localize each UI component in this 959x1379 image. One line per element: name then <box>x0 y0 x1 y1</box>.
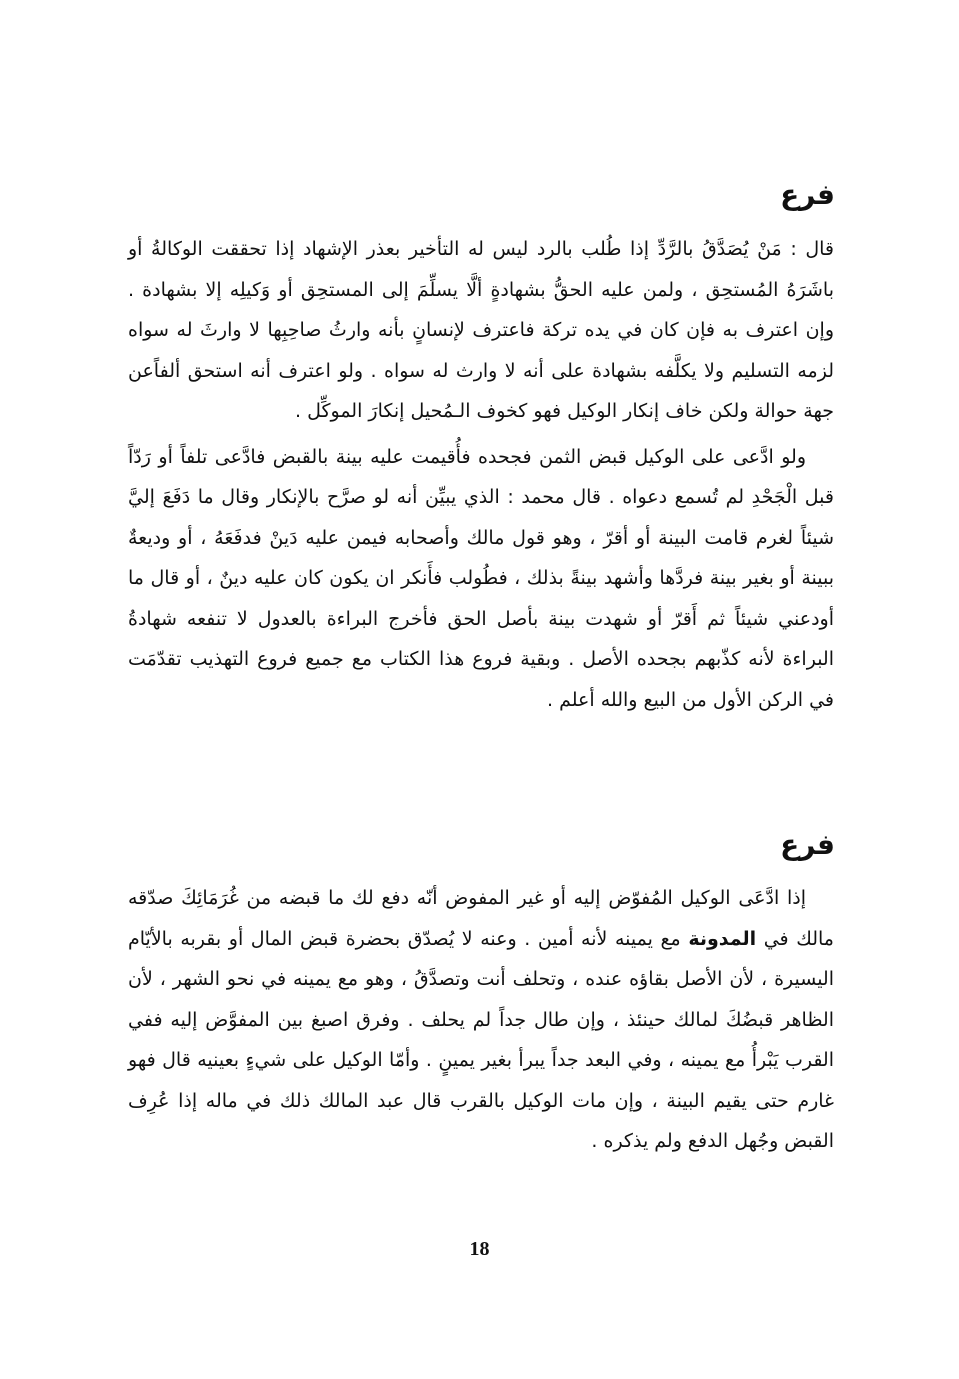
paragraph-3 <box>128 878 834 1162</box>
paragraph-3-text-b: مع يمينه لأنه أمين . وعنه لا يُصدّق بحضرة قبض المال أو بقربه بالأيّام اليسيرة ، لأن الأصل بقاؤه عنده ، وتحلف أنت وتصدَّقُ ، وهو مع يمينه في نحو الشهر ، لأن الظاهر قبضُكَ لمالك حينئذ ، وإن طال جداً لم يحلف . وفرق اصبغ بين المفوَّض إليه ففي القرب يَبْرأُ مع يمينه ، وفي البعد جداً يبرأ بغير يمينٍ . وأمّا الوكيل على شيءٍ بعينيه قال فهو غارم حتى يقيم البينة ، وإن مات الوكيل بالقرب قال عبد المالك ذلك في ماله إذا عُرِف القبض وجُهل الدفع ولم يذكره . <box>128 927 834 1152</box>
section-heading-2: فرع <box>780 828 835 861</box>
page-number: 18 <box>469 1238 490 1260</box>
paragraph-3-text-a: إذا ادَّعَى الوكيل المُفوّض إليه أو غير المفوض أنّه دفع لك ما قبضه من غُرَمَائِكَ صدّقه مالك في <box>128 887 834 950</box>
section-body-2 <box>128 878 834 1162</box>
mudawwana-title: المدونة <box>688 927 757 950</box>
section-body-1 <box>128 229 834 720</box>
section-heading-1: فرع <box>780 178 835 211</box>
paragraph-2: ولو ادَّعى على الوكيل قبض الثمن فجحده فأُقيمت عليه بينة بالقبض فادَّعى تلفاً أو رَدّاً قبل الْجَحْدِ لم تُسمع دعواه . قال محمد : الذي يبيِّن أنه لو صرَّح بالإنكار وقال ما دَفَعَ إليَّ شيئاً لغرم قامت البينة أو أقرّ ، وهو قول مالك وأصحابه فيمن عليه دَينْ فدفَعَهُ ، أو وديعةٌ ببينة أو بغير بينة فردَّها وأشهد بينةً بذلك ، فطُولب فأَنكر ان يكون كان عليه دينٌ ، أو قال ما أودعني شيئاً ثم أَقرّ أو شهدت بينة بأصل الحق فأخرج البراءة بالعدول لا تنفعه شهادةُ البراءة لأنه كذّبهم بجحده الأصل . وبقية فروع هذا الكتاب مع جميع فروع التهذيب تقدّمَت في الركن الأول من البيع والله أعلم . <box>128 445 834 711</box>
paragraph-1: قال : مَنْ يُصَدَّقُ بالرَّدِّ إذا طُلب بالرد ليس له التأخير بعذر الإشهاد إذا تحققت الوكالةُ أو باشَرَهُ المُستحِق ، ولمن عليه الحقُّ بشهادةٍ ألَّا يسلِّمَ إلى المستحِق أو وَكيلِه إلا بشهادة . وإن اعترف به فإن كان في يده تركة فاعترف لإنسانٍ بأنه وارثُ صاحِبِها لا وارثَ له سواه لزمه التسليم ولا يكلَّفه بشهادة على أنه لا وارث له سواه . ولو اعترف أنه استحق ألفاًعن جهة حوالة ولكن خاف إنكار الوكيل فهو كخوف الـمُحيل إنكارَ الموكِّل . <box>128 238 834 422</box>
